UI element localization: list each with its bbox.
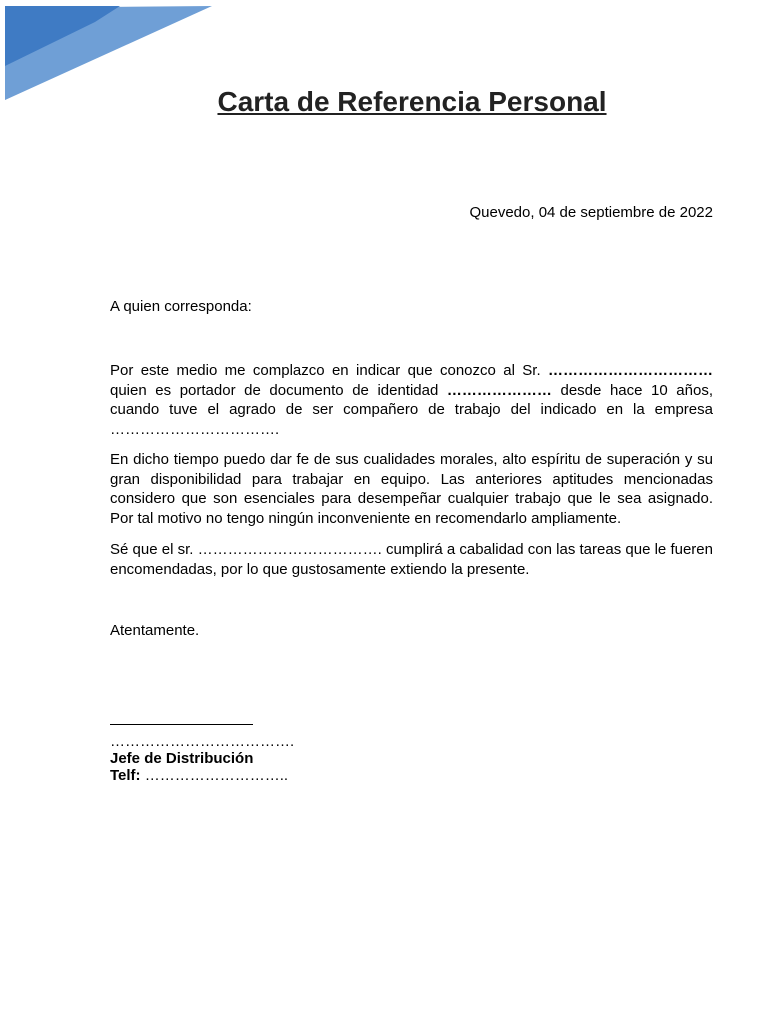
greeting: A quien corresponda: — [110, 298, 252, 315]
date-line: Quevedo, 04 de septiembre de 2022 — [469, 204, 713, 221]
p1-id-placeholder: ………………… — [446, 381, 552, 399]
signature-line — [110, 724, 253, 725]
p1-text-c: quien es portador de documento de identidad — [110, 381, 447, 399]
signature-block — [110, 733, 294, 784]
paragraph-introduction — [110, 361, 713, 439]
closing: Atentamente. — [110, 622, 200, 639]
signature-name: ………………………………. — [110, 733, 295, 750]
phone-value: ……………………….. — [140, 767, 289, 784]
signature-position: Jefe de Distribución — [110, 750, 254, 767]
paragraph-qualities: En dicho tiempo puedo dar fe de sus cualidades morales, alto espíritu de superación y su gran disponibilidad para trabajar en equipo. Las anteriores aptitudes mencionadas considero que son esenciales para desempeñar cualquier trabajo que le sea asignado. Por tal motivo no tengo ningún inconveniente en recomendarlo ampliamente. — [110, 451, 713, 527]
p1-text-e: desde hace 10 años, cuando tuve el agrado de ser compañero de trabajo del indicado en la empresa ……………………………. — [110, 381, 713, 438]
paragraph-recommendation: Sé que el sr. ………………………………. cumplirá a cabalidad con las tareas que le fueren encomendadas, por lo que gustosamente extiendo la presente. — [110, 541, 713, 578]
letter-title: Carta de Referencia Personal — [217, 86, 607, 117]
p1-text-a: Por este medio me complazco en indicar que conozco al Sr. — [110, 362, 548, 379]
signature-phone — [110, 767, 294, 784]
phone-label: Telf: — [110, 767, 141, 784]
p1-name-placeholder: …………………………… — [548, 362, 713, 379]
